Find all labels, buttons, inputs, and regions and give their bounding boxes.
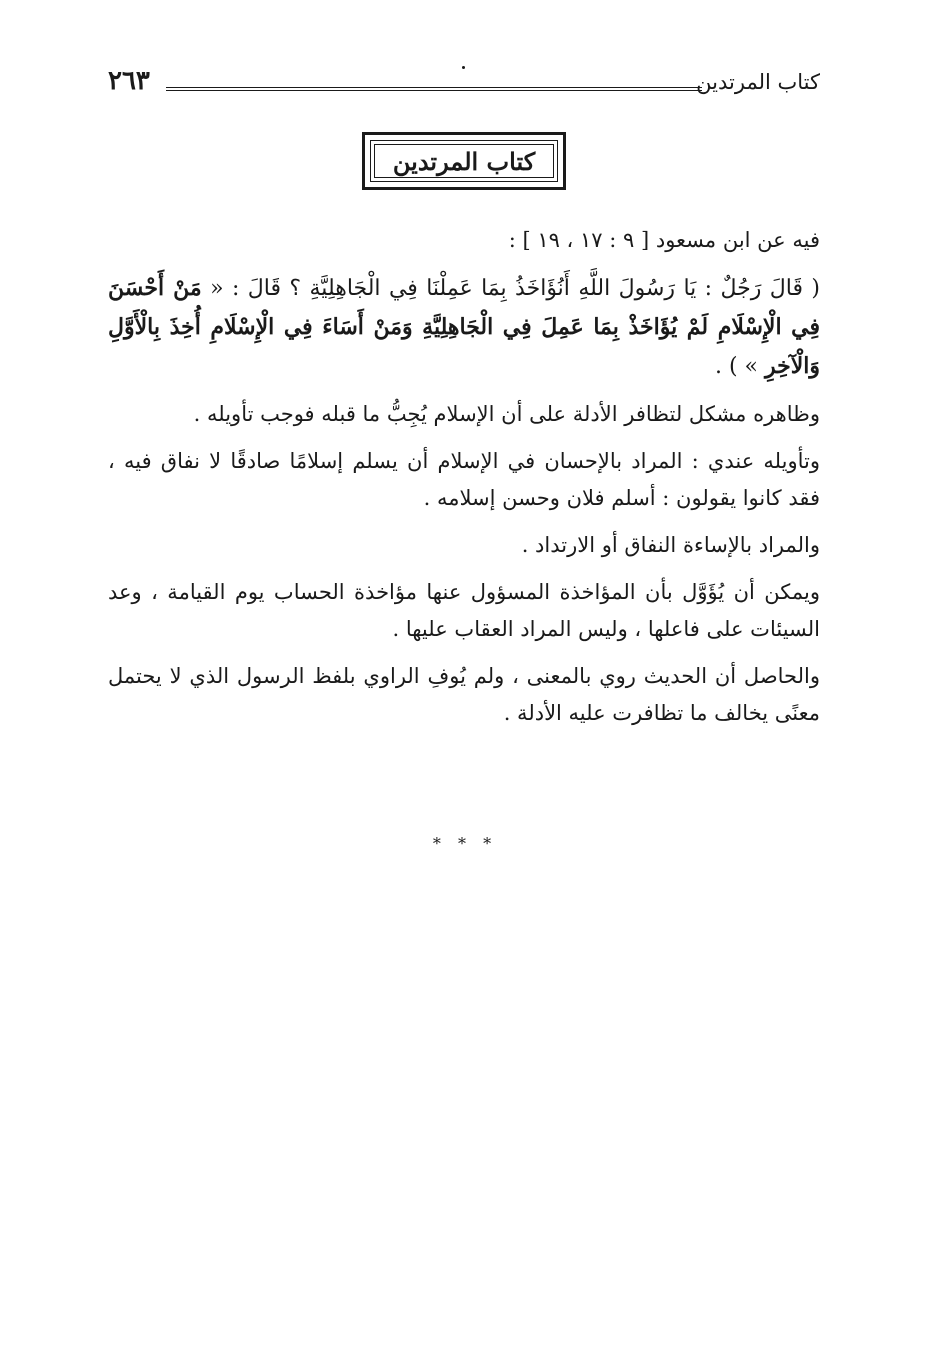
section-separator: * * *	[432, 834, 498, 853]
intro-line: فيه عن ابن مسعود [ ٩ : ١٧ ، ١٩ ] :	[508, 228, 820, 252]
hadith-close: » ) .	[714, 354, 765, 379]
chapter-title-frame	[362, 132, 566, 190]
hadith-paragraph	[108, 269, 820, 386]
paragraph: والمراد بالإساءة النفاق أو الارتداد .	[521, 533, 820, 557]
paragraph: وظاهره مشكل لتظافر الأدلة على أن الإسلام يُجِبُّ ما قبله فوجب تأويله .	[193, 402, 820, 426]
paragraph: ويمكن أن يُؤَوَّل بأن المؤاخذة المسؤول عنها مؤاخذة الحساب يوم القيامة ، وعد السيئات على فاعلها ، وليس المراد العقاب عليها .	[108, 580, 820, 641]
page-number: ٢٦٣	[108, 66, 150, 96]
chapter-title-frame-core	[374, 144, 554, 178]
running-header	[108, 62, 820, 102]
chapter-title-frame-inner	[370, 140, 558, 182]
body-text	[108, 222, 820, 742]
paragraph: والحاصل أن الحديث روي بالمعنى ، ولم يُوفِ الراوي بلفظ الرسول الذي لا يحتمل معنًى يخالف ما تظافرت عليه الأدلة .	[108, 664, 820, 725]
chapter-title: كتاب المرتدين	[392, 146, 536, 176]
paragraph: وتأويله عندي : المراد بالإحسان في الإسلام أن يسلم إسلامًا صادقًا لا نفاق فيه ، فقد كانوا يقولون : أسلم فلان وحسن إسلامه .	[108, 449, 820, 510]
hadith-answer: مَنْ أَحْسَنَ فِي الْإِسْلَامِ لَمْ يُؤَاخَذْ بِمَا عَمِلَ فِي الْجَاهِلِيَّةِ وَمَنْ أَسَاءَ فِي الْإِسْلَامِ أُخِذَ بِالْأَوَّلِ وَالْآخِرِ	[108, 275, 820, 379]
hadith-question: ( قَالَ رَجُلٌ : يَا رَسُولَ اللَّهِ أَنُؤَاخَذُ بِمَا عَمِلْنَا فِي الْجَاهِلِيَّةِ ؟ قَالَ : «	[201, 276, 821, 301]
running-title: كتاب المرتدين	[696, 70, 820, 94]
header-rule	[166, 87, 702, 91]
